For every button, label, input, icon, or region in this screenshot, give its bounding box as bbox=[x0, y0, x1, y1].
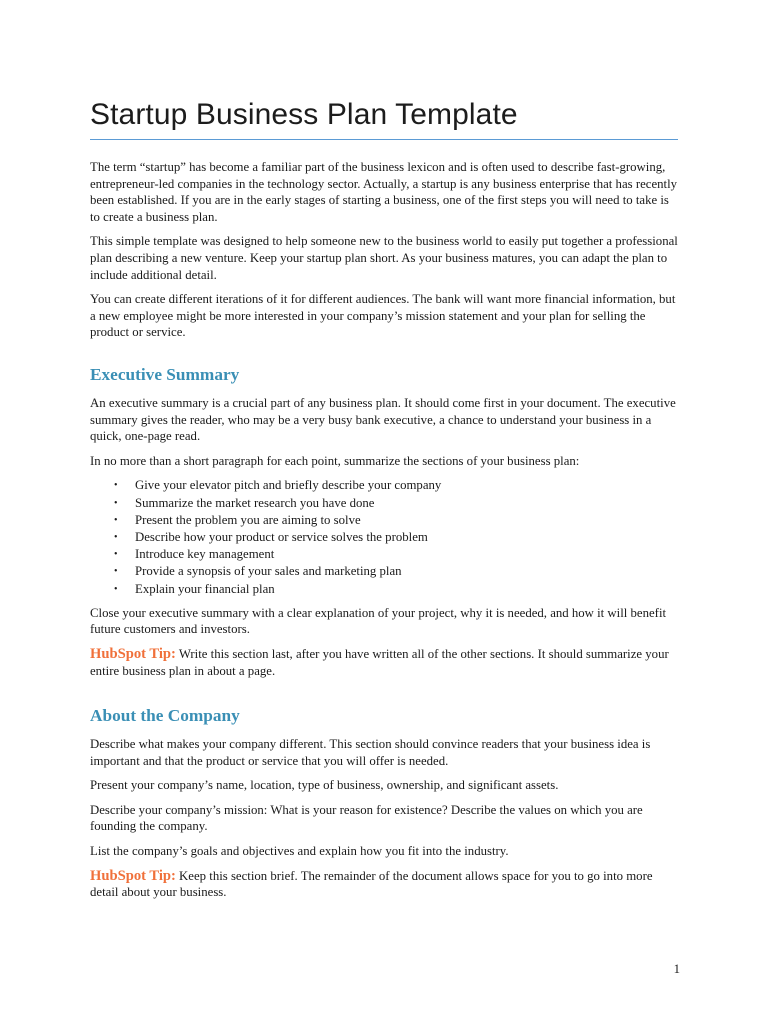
executive-summary-heading: Executive Summary bbox=[90, 364, 240, 384]
hubspot-tip-text: Keep this section brief. The remainder of the document allows space for you to go into more detail about your business. bbox=[90, 868, 653, 900]
title-underline-rule bbox=[90, 139, 678, 140]
page-number: 1 bbox=[673, 962, 680, 976]
list-item-text: Introduce key management bbox=[135, 547, 275, 562]
bullet-icon: • bbox=[114, 566, 118, 578]
bullet-icon: • bbox=[114, 531, 118, 543]
about-company-paragraph-1: Describe what makes your company different. This section should convince readers that your business idea is important and that the product or service that you will offer is needed. bbox=[90, 737, 651, 768]
list-item-text: Give your elevator pitch and briefly describe your company bbox=[135, 478, 442, 493]
list-item-text: Explain your financial plan bbox=[135, 581, 275, 596]
intro-section bbox=[90, 159, 680, 341]
about-company-section bbox=[90, 705, 680, 901]
executive-summary-paragraph-1: An executive summary is a crucial part of any business plan. It should come first in your document. The executive summary gives the reader, who may be a very busy bank executive, a chance to understand your business in a quick, one-page read. bbox=[90, 395, 676, 444]
list-item bbox=[90, 546, 680, 563]
list-item-text: Provide a synopsis of your sales and marketing plan bbox=[135, 564, 402, 579]
list-item bbox=[90, 563, 680, 580]
about-company-paragraph-3: Describe your company’s mission: What is your reason for existence? Describe the values on which you are founding the company. bbox=[90, 802, 643, 834]
intro-paragraph-3: You can create different iterations of it for different audiences. The bank will want more financial information, but a new employee might be more interested in your company’s mission statement and your plan for selling the product or service. bbox=[90, 292, 676, 340]
about-company-paragraph-2: Present your company’s name, location, type of business, ownership, and significant assets. bbox=[90, 778, 559, 793]
list-item bbox=[90, 581, 680, 598]
list-item bbox=[90, 529, 680, 546]
intro-paragraph-2: This simple template was designed to help someone new to the business world to easily put together a professional plan describing a new venture. Keep your startup plan short. As your business matures, you can adapt the plan to include additional detail. bbox=[90, 234, 678, 282]
hubspot-tip-label: HubSpot Tip: bbox=[90, 867, 176, 884]
document-title: Startup Business Plan Template bbox=[90, 98, 518, 131]
executive-summary-paragraph-2: In no more than a short paragraph for each point, summarize the sections of your business plan: bbox=[90, 453, 580, 468]
about-company-heading: About the Company bbox=[90, 706, 240, 726]
list-item bbox=[90, 495, 680, 512]
hubspot-tip-text: Write this section last, after you have written all of the other sections. It should summarize your entire business plan in about a page. bbox=[90, 646, 669, 678]
executive-summary-bullet-list bbox=[90, 477, 680, 597]
about-company-paragraph-4: List the company’s goals and objectives and explain how you fit into the industry. bbox=[90, 844, 509, 859]
bullet-icon: • bbox=[114, 549, 118, 561]
document-body bbox=[90, 159, 680, 909]
list-item-text: Present the problem you are aiming to solve bbox=[135, 512, 361, 527]
hubspot-tip-label: HubSpot Tip: bbox=[90, 645, 176, 662]
list-item-text: Summarize the market research you have done bbox=[135, 495, 375, 510]
intro-paragraph-1: The term “startup” has become a familiar part of the business lexicon and is often used to describe fast-growing, entrepreneur-led companies in the technology sector. Actually, a startup is any business enterprise that has recently been established. If you are in the early stages of starting a business, one of the first steps you will need to take is to create a business plan. bbox=[90, 160, 678, 224]
list-item-text: Describe how your product or service solves the problem bbox=[135, 529, 428, 544]
bullet-icon: • bbox=[114, 497, 118, 509]
bullet-icon: • bbox=[114, 514, 118, 526]
executive-summary-hubspot-tip bbox=[90, 646, 680, 679]
executive-summary-paragraph-3: Close your executive summary with a clear explanation of your project, why it is needed, and how it will benefit future customers and investors. bbox=[90, 605, 667, 637]
bullet-icon: • bbox=[114, 583, 118, 595]
list-item bbox=[90, 477, 680, 494]
document-page bbox=[90, 0, 680, 1024]
list-item bbox=[90, 512, 680, 529]
bullet-icon: • bbox=[114, 480, 118, 492]
executive-summary-section bbox=[90, 364, 680, 679]
about-company-hubspot-tip bbox=[90, 868, 680, 901]
